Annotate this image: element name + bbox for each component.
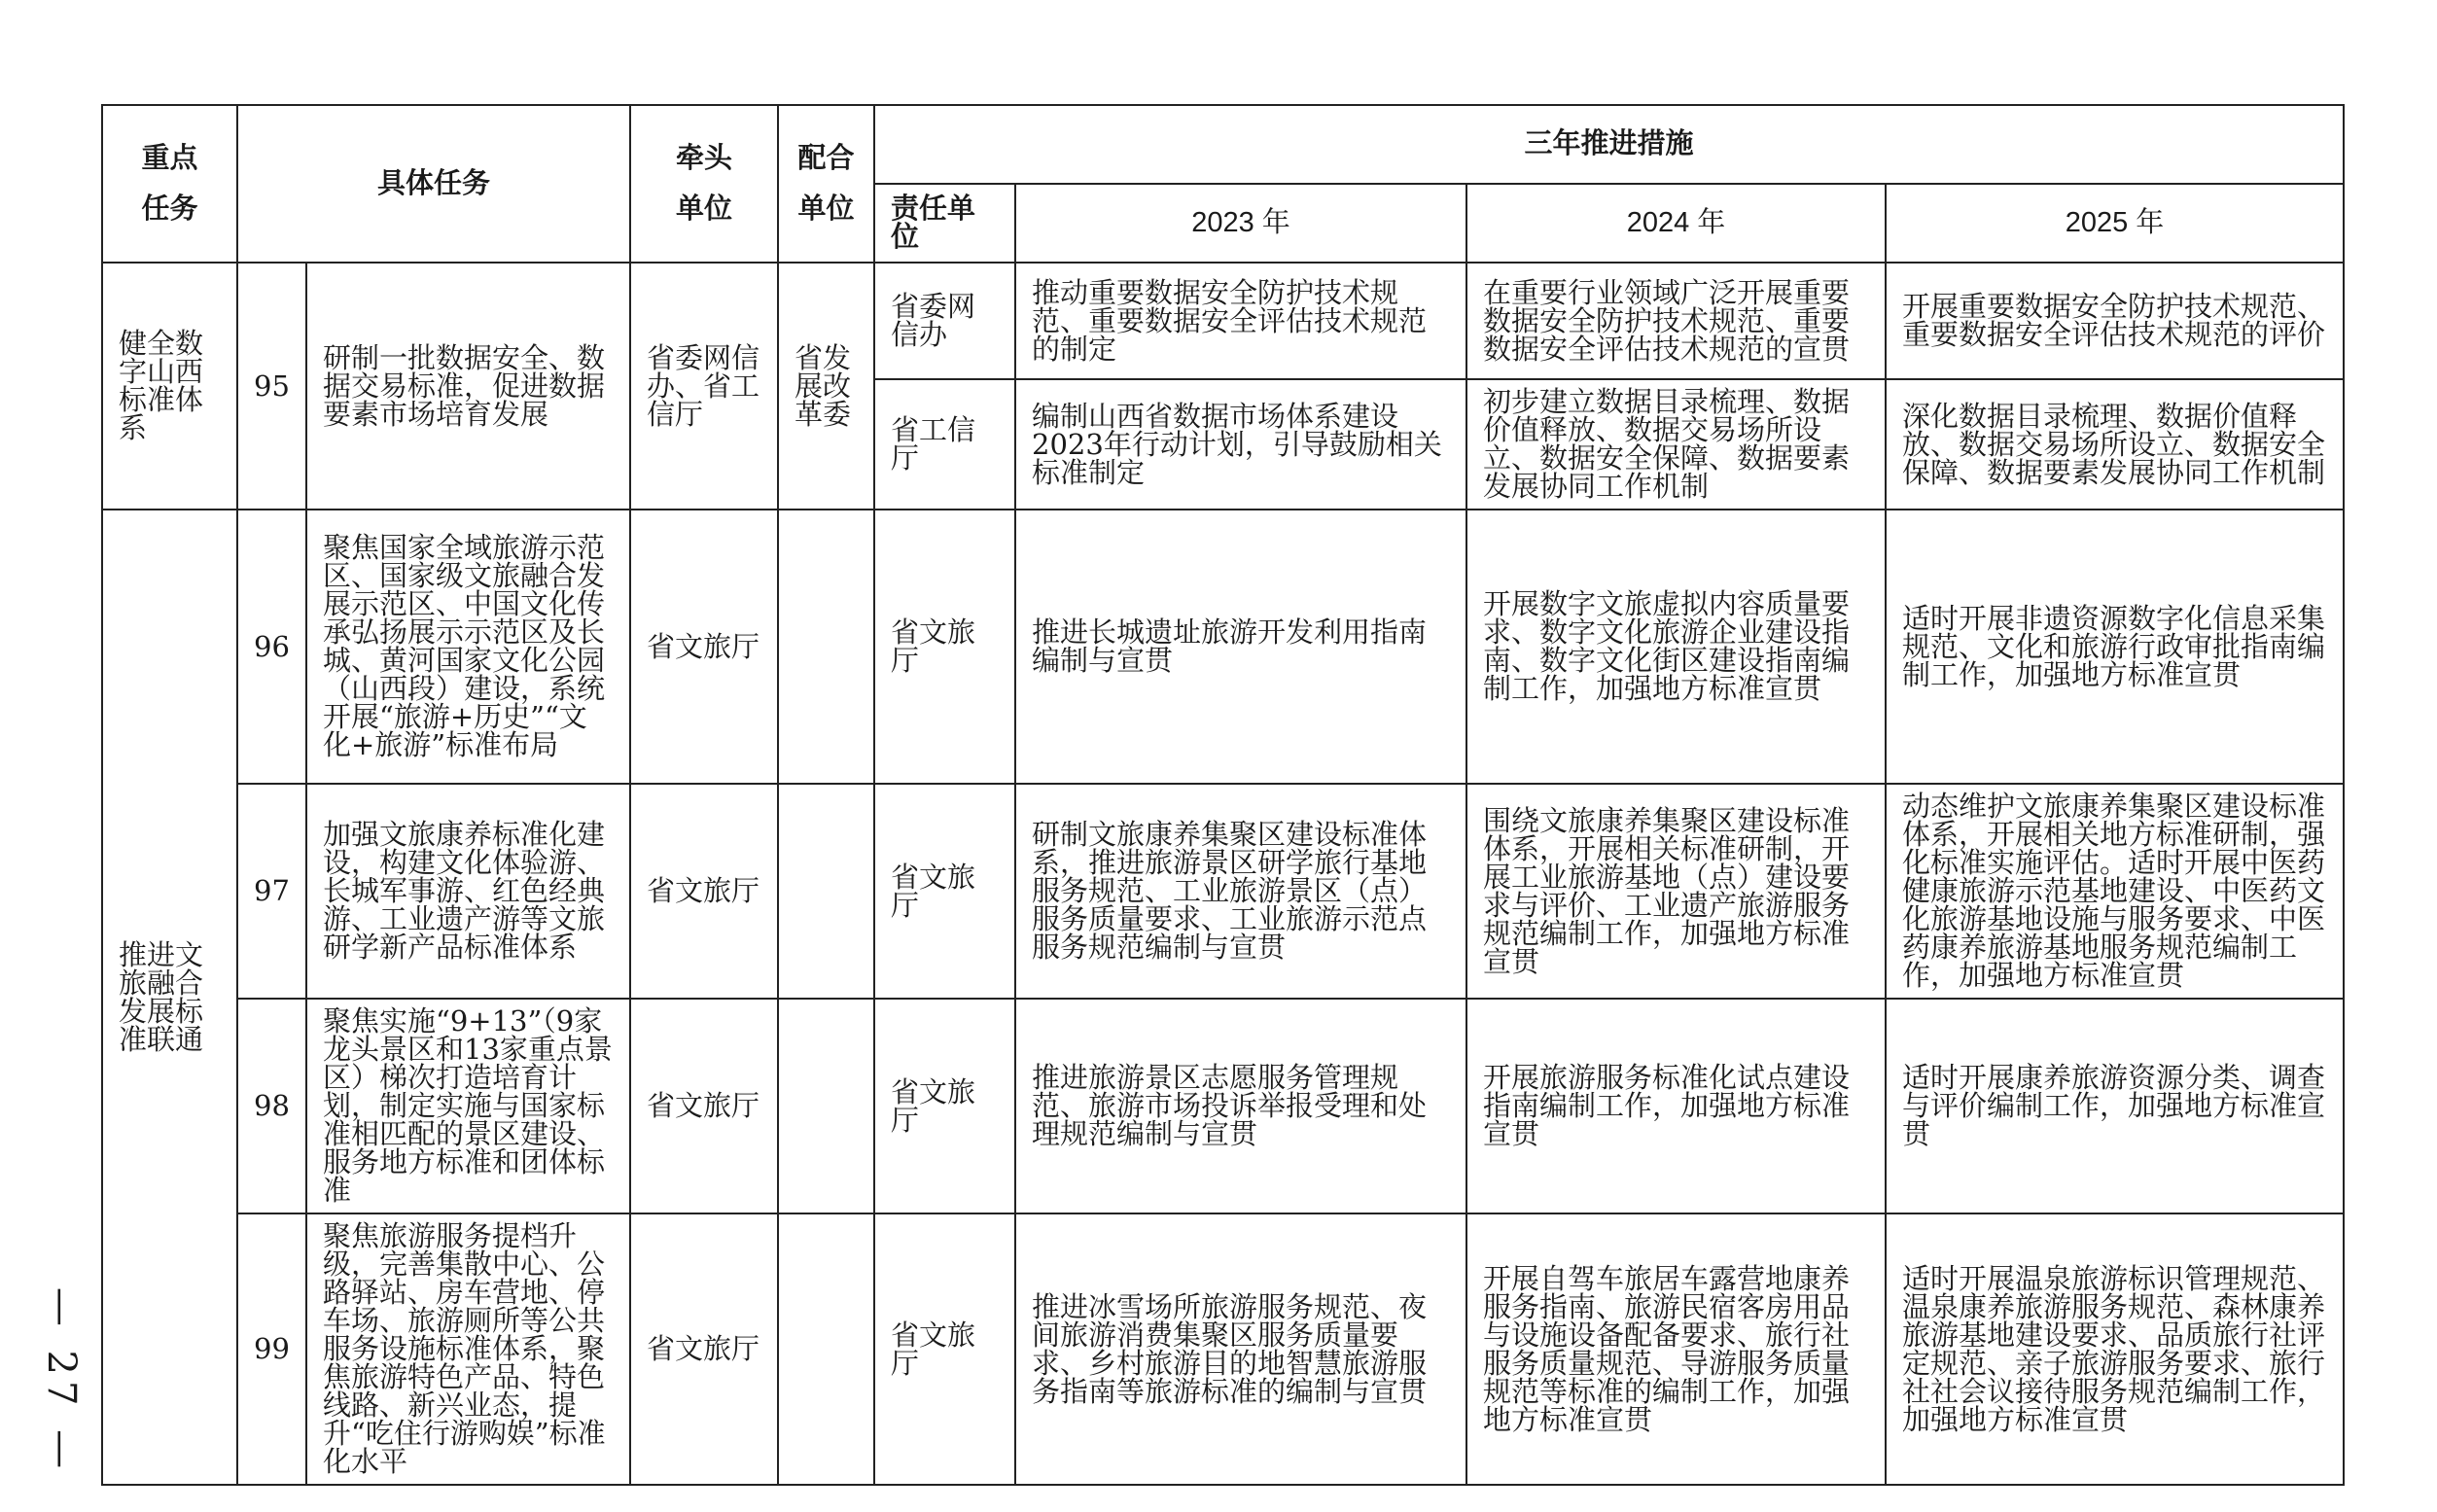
header-resp-unit: 责任单位: [874, 184, 1015, 263]
measure-2025: 开展重要数据安全防护技术规范、重要数据安全评估技术规范的评价: [1886, 263, 2344, 379]
responsible-unit: 省文旅厅: [874, 999, 1015, 1213]
task-description: 聚焦旅游服务提档升级，完善集散中心、公路驿站、房车营地、停车场、旅游厕所等公共服务设施标准体系，聚焦旅游特色产品、特色线路、新兴业态，提升“吃住行游购娱”标准化水平: [306, 1213, 630, 1485]
header-specific-task: 具体任务: [237, 105, 630, 263]
page-number: [37, 1283, 86, 1478]
measure-2024: 开展旅游服务标准化试点建设指南编制工作，加强地方标准宣贯: [1466, 999, 1886, 1213]
measure-2023: 推进冰雪场所旅游服务规范、夜间旅游消费集聚区服务质量要求、乡村旅游目的地智慧旅游服务指南等旅游标准的编制与宣贯: [1015, 1213, 1466, 1485]
task-number: 95: [237, 263, 306, 510]
table-row: [102, 784, 2344, 999]
measure-2025: 适时开展非遗资源数字化信息采集规范、文化和旅游行政审批指南编制工作，加强地方标准宣贯: [1886, 510, 2344, 784]
measure-2023: 编制山西省数据市场体系建设2023年行动计划，引导鼓励相关标准制定: [1015, 379, 1466, 510]
table-row: [102, 263, 2344, 379]
header-lead-unit: 牵头 单位: [630, 105, 778, 263]
task-description: 加强文旅康养标准化建设，构建文化体验游、长城军事游、红色经典游、工业遗产游等文旅研学新产品标准体系: [306, 784, 630, 999]
page-number-text: — 27 —: [39, 1286, 84, 1475]
measure-2024: 开展数字文旅虚拟内容质量要求、数字文化旅游企业建设指南、数字文化街区建设指南编制工作，加强地方标准宣贯: [1466, 510, 1886, 784]
header-year-2025: 2025 年: [1886, 184, 2344, 263]
measure-2024: 围绕文旅康养集聚区建设标准体系，开展相关标准研制，开展工业旅游基地（点）建设要求与评价、工业遗产旅游服务规范编制工作，加强地方标准宣贯: [1466, 784, 1886, 999]
measure-2025: 动态维护文旅康养集聚区建设标准体系，开展相关地方标准研制，强化标准实施评估。适时开展中医药健康旅游示范基地建设、中医药文化旅游基地设施与服务要求、中医药康养旅游基地服务规范编制工作，加强地方标准宣贯: [1886, 784, 2344, 999]
task-description: 聚焦国家全域旅游示范区、国家级文旅融合发展示范区、中国文化传承弘扬展示示范区及长城、黄河国家文化公园（山西段）建设，系统开展“旅游+历史”“文化+旅游”标准布局: [306, 510, 630, 784]
measure-2024: 初步建立数据目录梳理、数据价值释放、数据交易场所设立、数据安全保障、数据要素发展协同工作机制: [1466, 379, 1886, 510]
task-description: 聚焦实施“9+13”（9家龙头景区和13家重点景区）梯次打造培育计划，制定实施与国家标准相匹配的景区建设、服务地方标准和团体标准: [306, 999, 630, 1213]
category-cell: 推进文旅融合发展标准联通: [102, 510, 237, 1485]
task-number: 97: [237, 784, 306, 999]
task-description: 研制一批数据安全、数据交易标准，促进数据要素市场培育发展: [306, 263, 630, 510]
responsible-unit: 省文旅厅: [874, 1213, 1015, 1485]
measure-2023: 研制文旅康养集聚区建设标准体系，推进旅游景区研学旅行基地服务规范、工业旅游景区（点）服务质量要求、工业旅游示范点服务规范编制与宣贯: [1015, 784, 1466, 999]
responsible-unit: 省文旅厅: [874, 510, 1015, 784]
responsible-unit: 省委网信办: [874, 263, 1015, 379]
coop-unit: [778, 999, 874, 1213]
measure-2025: 适时开展温泉旅游标识管理规范、温泉康养旅游服务规范、森林康养旅游基地建设要求、品质旅行社评定规范、亲子旅游服务要求、旅行社社会议接待服务规范编制工作，加强地方标准宣贯: [1886, 1213, 2344, 1485]
header-measures: 三年推进措施: [874, 105, 2344, 184]
category-cell: 健全数字山西标准体系: [102, 263, 237, 510]
measure-2024: 在重要行业领域广泛开展重要数据安全防护技术规范、重要数据安全评估技术规范的宣贯: [1466, 263, 1886, 379]
standards-table: [101, 104, 2345, 1486]
coop-unit: [778, 1213, 874, 1485]
table-row: [102, 1213, 2344, 1485]
header-key-task: 重点 任务: [102, 105, 237, 263]
coop-unit: 省发展改革委: [778, 263, 874, 510]
lead-unit: 省文旅厅: [630, 784, 778, 999]
task-number: 98: [237, 999, 306, 1213]
lead-unit: 省委网信办、省工信厅: [630, 263, 778, 510]
task-number: 99: [237, 1213, 306, 1485]
measure-2025: 深化数据目录梳理、数据价值释放、数据交易场所设立、数据安全保障、数据要素发展协同工作机制: [1886, 379, 2344, 510]
measure-2023: 推进旅游景区志愿服务管理规范、旅游市场投诉举报受理和处理规范编制与宣贯: [1015, 999, 1466, 1213]
table-row: [102, 510, 2344, 784]
header-coop-unit: 配合 单位: [778, 105, 874, 263]
coop-unit: [778, 784, 874, 999]
task-number: 96: [237, 510, 306, 784]
header-year-2023: 2023 年: [1015, 184, 1466, 263]
table-row: [102, 999, 2344, 1213]
measure-2025: 适时开展康养旅游资源分类、调查与评价编制工作，加强地方标准宣贯: [1886, 999, 2344, 1213]
lead-unit: 省文旅厅: [630, 999, 778, 1213]
measure-2023: 推动重要数据安全防护技术规范、重要数据安全评估技术规范的制定: [1015, 263, 1466, 379]
measure-2023: 推进长城遗址旅游开发利用指南编制与宣贯: [1015, 510, 1466, 784]
lead-unit: 省文旅厅: [630, 510, 778, 784]
responsible-unit: 省文旅厅: [874, 784, 1015, 999]
header-year-2024: 2024 年: [1466, 184, 1886, 263]
lead-unit: 省文旅厅: [630, 1213, 778, 1485]
header-row-1: [102, 105, 2344, 184]
measure-2024: 开展自驾车旅居车露营地康养服务指南、旅游民宿客房用品与设施设备配备要求、旅行社服务质量规范、导游服务质量规范等标准的编制工作，加强地方标准宣贯: [1466, 1213, 1886, 1485]
coop-unit: [778, 510, 874, 784]
responsible-unit: 省工信厅: [874, 379, 1015, 510]
